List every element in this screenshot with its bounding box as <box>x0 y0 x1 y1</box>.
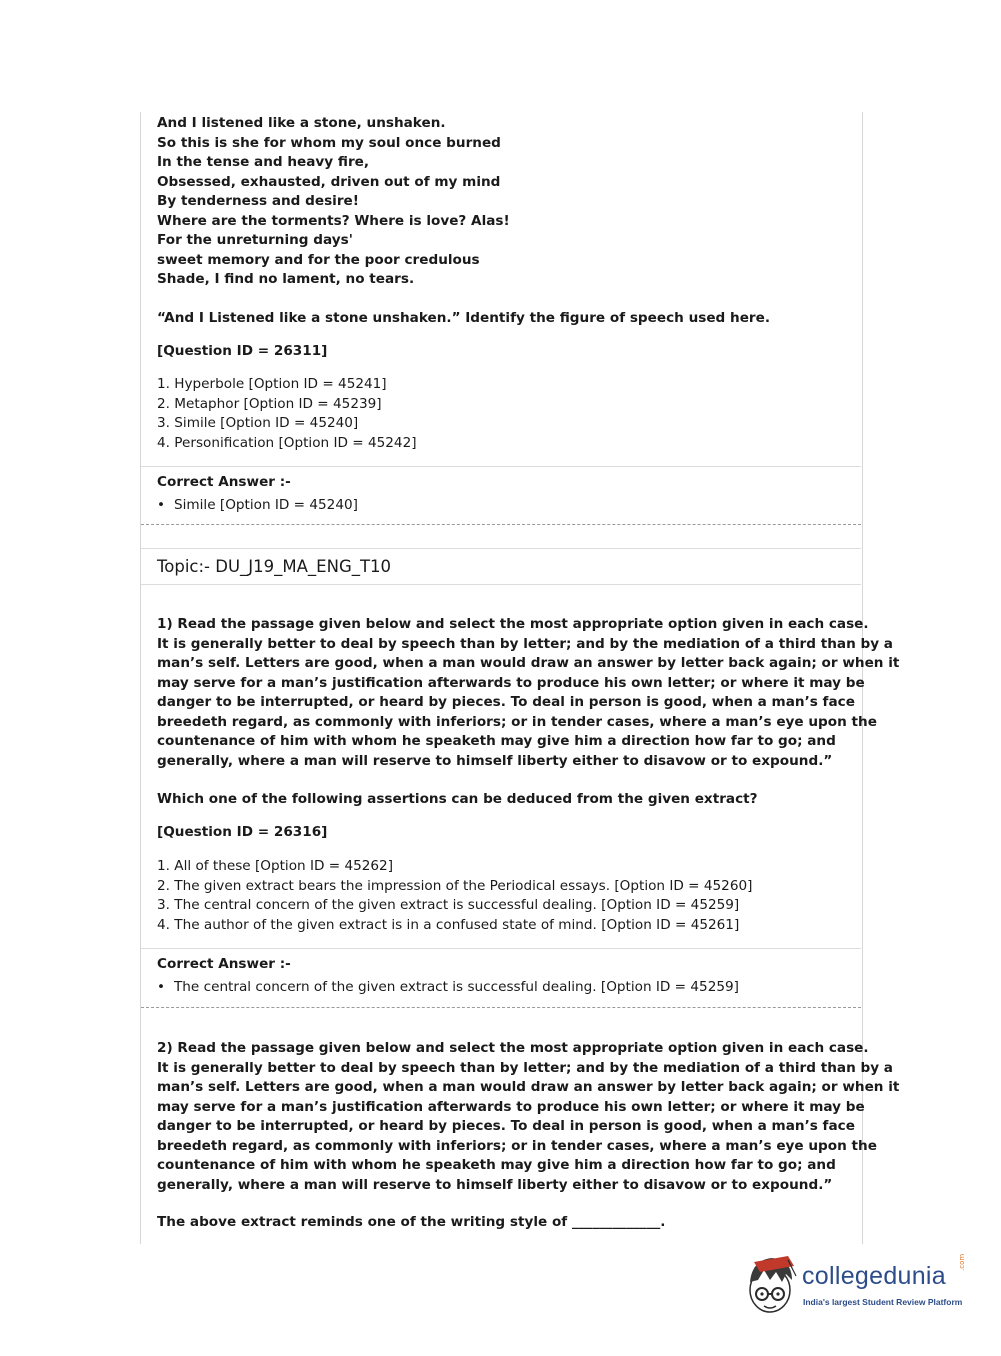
passage-block <box>157 615 899 771</box>
logo-wordmark: collegedunia <box>802 1262 946 1290</box>
mascot-logo-icon <box>742 1252 800 1316</box>
option-item: 3. The central concern of the given extract is successful dealing. [Option ID = 45259] <box>157 897 740 913</box>
passage-line: 2) Read the passage given below and select the most appropriate option given in each case. <box>157 1040 869 1056</box>
poem-line: Shade, I find no lament, no tears. <box>157 271 415 287</box>
options-list <box>157 375 417 453</box>
passage-line: It is generally better to deal by speech than by letter; and by the mediation of a third than by a <box>157 635 893 652</box>
passage-line: generally, where a man will reserve to himself liberty either to disavow or to expound.” <box>157 1176 833 1193</box>
passage-line: danger to be interrupted, or heard by pieces. To deal in person is good, when a man’s face <box>157 694 855 710</box>
passage-line: man’s self. Letters are good, when a man would draw an answer by letter back again; or when it <box>157 655 900 671</box>
logo-suffix: .com <box>958 1253 966 1271</box>
poem-line: For the unreturning days' <box>157 232 353 248</box>
option-item: 4. Personification [Option ID = 45242] <box>157 434 417 451</box>
logo-tagline: India's largest Student Review Platform <box>803 1297 963 1307</box>
poem-line: Obsessed, exhausted, driven out of my mind <box>157 173 501 190</box>
correct-answer-label: Correct Answer :- <box>157 956 291 972</box>
topic-heading: Topic:- DU_J19_MA_ENG_T10 <box>157 557 392 576</box>
poem-line: Where are the torments? Where is love? Alas! <box>157 212 510 229</box>
question-prompt: Which one of the following assertions can be deduced from the given extract? <box>157 791 758 807</box>
correct-answer-label: Correct Answer :- <box>157 474 291 490</box>
poem-block <box>157 114 510 290</box>
divider <box>141 466 861 467</box>
passage-line: 1) Read the passage given below and select the most appropriate option given in each case. <box>157 616 869 632</box>
passage-line: breedeth regard, as commonly with inferiors; or in tender cases, where a man’s eye upon the <box>157 1137 877 1154</box>
passage-line: may serve for a man’s justification afterwards to produce his own letter; or where it may be <box>157 674 865 691</box>
passage-block <box>157 1039 899 1195</box>
passage-line: man’s self. Letters are good, when a man would draw an answer by letter back again; or when it <box>157 1079 900 1095</box>
option-item: 2. Metaphor [Option ID = 45239] <box>157 395 382 412</box>
passage-line: may serve for a man’s justification afterwards to produce his own letter; or where it may be <box>157 1098 865 1115</box>
divider <box>141 584 861 585</box>
poem-line: sweet memory and for the poor credulous <box>157 251 480 268</box>
passage-line: danger to be interrupted, or heard by pieces. To deal in person is good, when a man’s face <box>157 1118 855 1134</box>
correct-answer: • The central concern of the given extract is successful dealing. [Option ID = 45259] <box>157 978 739 998</box>
passage-line: It is generally better to deal by speech than by letter; and by the mediation of a third than by a <box>157 1059 893 1076</box>
option-item: 1. All of these [Option ID = 45262] <box>157 858 394 874</box>
passage-line: generally, where a man will reserve to himself liberty either to disavow or to expound.” <box>157 752 833 769</box>
poem-line: And I listened like a stone, unshaken. <box>157 115 446 131</box>
correct-answer: • Simile [Option ID = 45240] <box>157 496 358 516</box>
question-prompt: “And I Listened like a stone unshaken.” Identify the figure of speech used here. <box>157 310 771 326</box>
option-item: 2. The given extract bears the impression of the Periodical essays. [Option ID = 45260] <box>157 877 753 894</box>
option-item: 4. The author of the given extract is in a confused state of mind. [Option ID = 45261] <box>157 916 740 933</box>
dashed-divider <box>141 524 861 525</box>
option-item: 1. Hyperbole [Option ID = 45241] <box>157 376 387 392</box>
question-id: [Question ID = 26311] <box>157 343 328 359</box>
passage-line: breedeth regard, as commonly with inferiors; or in tender cases, where a man’s eye upon the <box>157 713 877 730</box>
option-item: 3. Simile [Option ID = 45240] <box>157 415 359 431</box>
poem-line: So this is she for whom my soul once burned <box>157 134 501 151</box>
passage-line: countenance of him with whom he speaketh may give him a direction how far to go; and <box>157 733 836 749</box>
options-list <box>157 857 752 935</box>
dashed-divider <box>141 1007 861 1008</box>
question-prompt: The above extract reminds one of the writing style of _____________. <box>157 1214 666 1230</box>
divider <box>141 548 861 549</box>
poem-line: In the tense and heavy fire, <box>157 154 370 170</box>
poem-line: By tenderness and desire! <box>157 193 359 209</box>
question-id: [Question ID = 26316] <box>157 824 328 840</box>
divider <box>141 948 861 949</box>
passage-line: countenance of him with whom he speaketh may give him a direction how far to go; and <box>157 1157 836 1173</box>
